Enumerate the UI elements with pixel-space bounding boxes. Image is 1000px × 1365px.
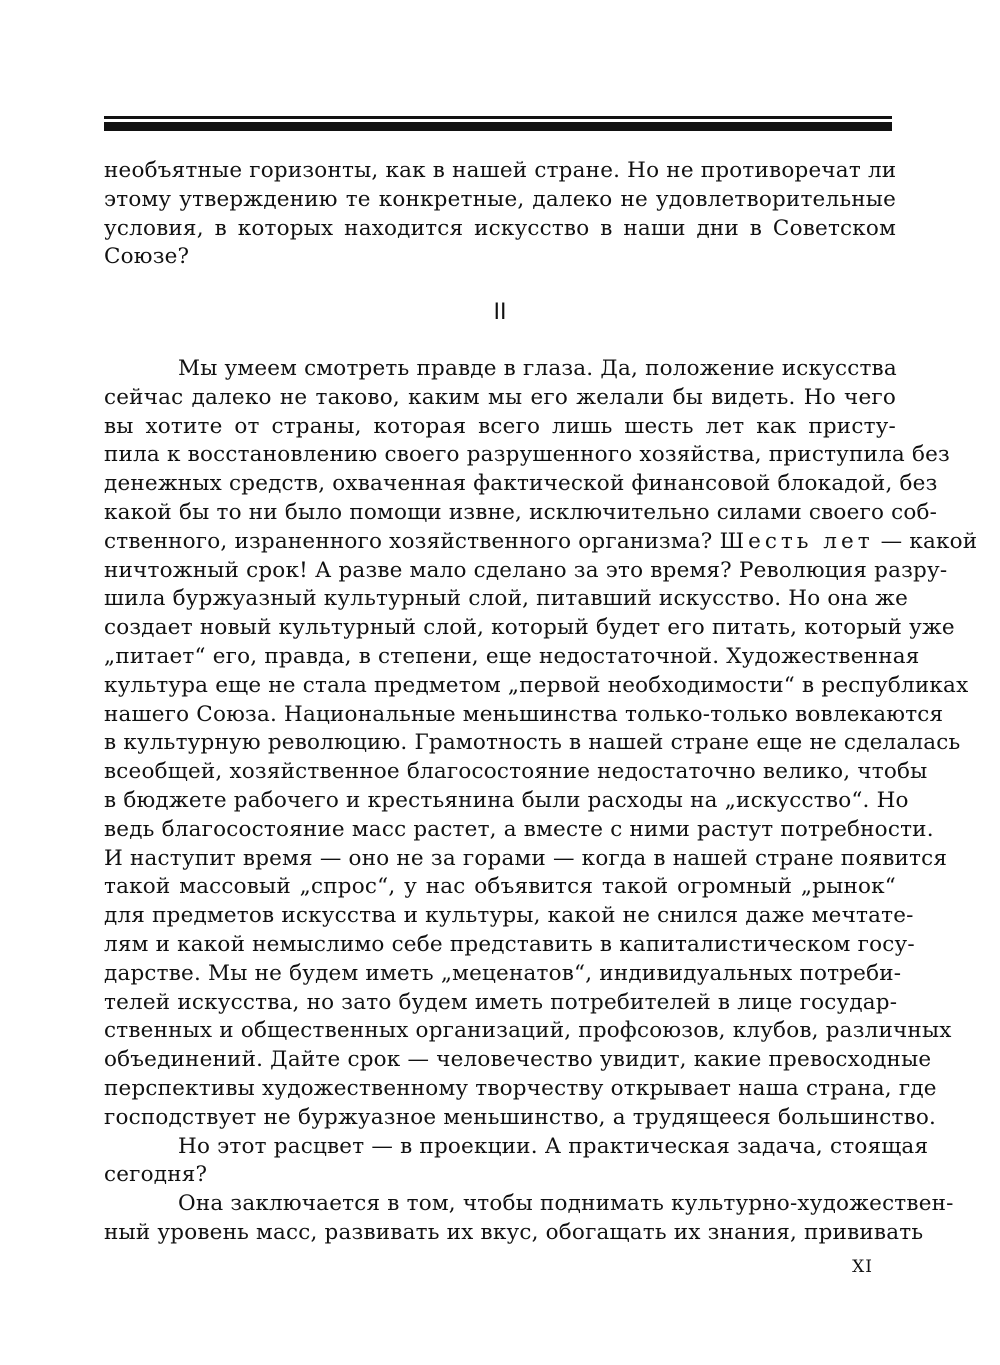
text-segment: ственного, израненного хозяйственного организма?	[104, 528, 713, 554]
text-line: этому утверждению те конкретные, далеко не удовлетворительные	[104, 186, 896, 212]
text-line: сегодня?	[104, 1162, 208, 1188]
section-heading: II	[493, 300, 507, 325]
paragraph-1	[104, 355, 978, 1248]
text-line: создает новый культурный слой, который будет его питать, который уже	[104, 615, 955, 641]
text-line: такой массовый „спрос“, у нас объявится такой огромный „рынок“	[104, 874, 896, 900]
text-line: шила буржуазный культурный слой, питавший искусство. Но она же	[104, 586, 909, 612]
continuation-paragraph	[104, 157, 896, 272]
text-line: объединений. Дайте срок — человечество увидит, какие превосходные	[104, 1047, 932, 1073]
text-line: культура еще не стала предметом „первой необходимости“ в республиках	[104, 672, 969, 698]
text-line: И наступит время — оно не за горами — когда в нашей стране появится	[104, 845, 948, 871]
text-line: денежных средств, охваченная фактической финансовой блокадой, без	[104, 471, 938, 497]
text-line: телей искусства, но зато будем иметь потребителей в лице государ-	[104, 989, 898, 1015]
header-rule	[104, 116, 892, 131]
text-line: всеобщей, хозяйственное благосостояние недостаточно велико, чтобы	[104, 759, 928, 785]
text-line: для предметов искусства и культуры, какой не снился даже мечтате-	[104, 903, 914, 929]
text-line: какой бы то ни было помощи извне, исключительно силами своего соб-	[104, 499, 938, 525]
text-line: перспективы художественному творчеству открывает наша страна, где	[104, 1075, 937, 1101]
text-line: ничтожный срок! А разве мало сделано за это время? Революция разру-	[104, 557, 948, 583]
text-segment: — какой	[880, 528, 978, 554]
text-line: Но этот расцвет — в проекции. А практическая задача, стоящая	[178, 1133, 929, 1159]
page-number: XI	[852, 1257, 873, 1277]
text-line: Она заключается в том, чтобы поднимать культурно-художествен-	[178, 1191, 954, 1217]
header-rule-thin	[104, 116, 892, 119]
text-line: господствует не буржуазное меньшинство, а трудящееся большинство.	[104, 1104, 937, 1130]
text-line: „питает“ его, правда, в степени, еще недостаточной. Художественная	[104, 643, 920, 669]
text-line: ный уровень масс, развивать их вкус, обогащать их знания, прививать	[104, 1219, 924, 1245]
text-line: условия, в которых находится искусство в наши дни в Советском	[104, 215, 896, 241]
text-line: необъятные горизонты, как в нашей стране. Но не противоречат ли	[104, 158, 897, 183]
text-line: лям и какой немыслимо себе представить в капиталистическом госу-	[104, 931, 915, 957]
text-line: пила к восстановлению своего разрушенного хозяйства, приступила без	[104, 442, 950, 468]
text-line: ственных и общественных организаций, профсоюзов, клубов, различных	[104, 1018, 952, 1044]
text-line: сейчас далеко не таково, каким мы его желали бы видеть. Но чего	[104, 384, 896, 410]
text-line: Союзе?	[104, 244, 190, 270]
text-line: нашего Союза. Национальные меньшинства только-только вовлекаются	[104, 701, 944, 727]
text-line: в культурную революцию. Грамотность в нашей стране еще не сделалась	[104, 730, 961, 756]
text-line-with-emphasis	[104, 528, 978, 557]
text-line: вы хотите от страны, которая всего лишь шесть лет как присту-	[104, 413, 896, 439]
text-line: ведь благосостояние масс растет, а вместе с ними растут потребности.	[104, 816, 934, 842]
emphasized-text: Шесть лет	[719, 528, 874, 554]
text-line: дарстве. Мы не будем иметь „меценатов“, индивидуальных потреби-	[104, 960, 902, 986]
header-rule-thick	[104, 122, 892, 131]
text-line: Мы умеем смотреть правде в глаза. Да, положение искусства	[178, 356, 897, 381]
text-line: в бюджете рабочего и крестьянина были расходы на „искусство“. Но	[104, 787, 909, 813]
